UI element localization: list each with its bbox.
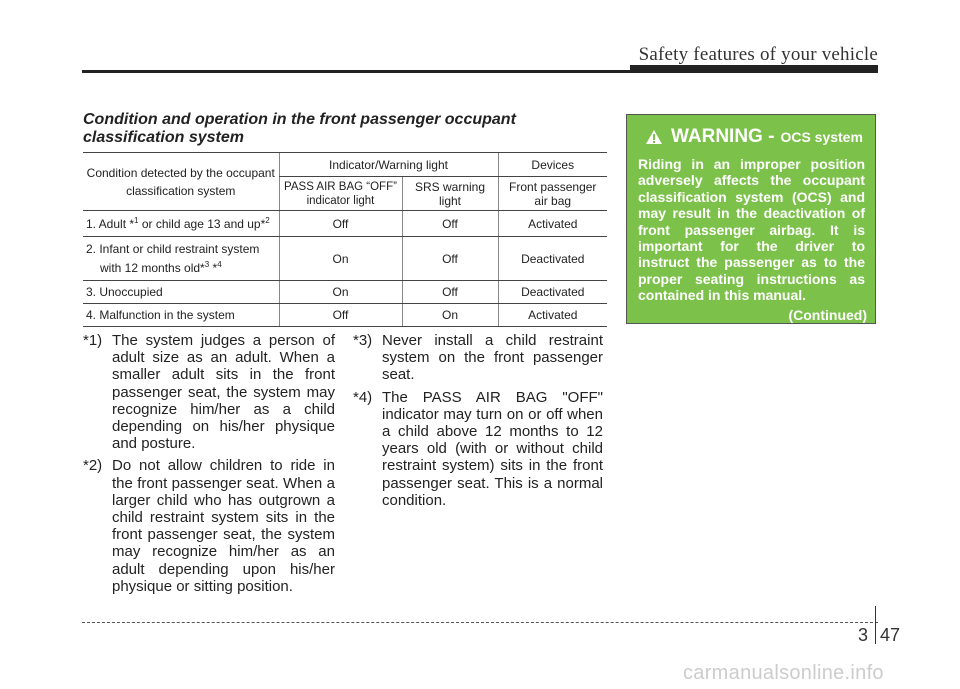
watermark: carmanualsonline.info [683,662,884,684]
note-2: *2) Do not allow children to ride in the front passenger seat. When a larger child who has outgrown a child restraint system sits in the front passenger seat, the system may recognize him/her as an adult depending upon his/her physique or sitting position. [83,457,335,595]
header-srs: SRS warning light [402,177,498,211]
header-rule-thick [630,65,878,73]
section-title: Condition and operation in the front passenger occupant classification system [83,111,516,146]
occupant-classification-table [83,152,607,327]
notes-column-left [83,332,335,600]
row-pass: On [279,281,402,304]
table-row [83,281,607,304]
table-row [83,237,607,281]
header-indicator: Indicator/Warning light [279,153,498,177]
row-airbag: Deactivated [498,281,607,304]
row-airbag: Deactivated [498,237,607,281]
row-pass: On [279,237,402,281]
row-pass: Off [279,304,402,327]
warning-triangle-icon [645,129,663,145]
footer-rule [82,622,878,623]
row-srs: On [402,304,498,327]
warning-header [645,126,875,148]
row-airbag: Activated [498,211,607,237]
row-condition: 1. Adult *$^1$ or child age 13 and up*$^2$ [83,211,279,237]
footer-divider [875,606,876,644]
table-row [83,211,607,237]
page-chapter: 3 [858,625,869,645]
note-4: *4) The PASS AIR BAG "OFF" indicator may turn on or off when a child above 12 months to 12 years old (with or without child restraint system) sits in the front passenger seat. This is a normal condition. [353,388,603,509]
header-title: Safety features of your vehicle [638,44,878,65]
row-condition: 2. Infant or child restraint system with 12 months old*$^3$ *$^4$ [83,237,279,281]
row-airbag: Activated [498,304,607,327]
page-number: 47 [880,625,901,645]
row-srs: Off [402,237,498,281]
header-condition: Condition detected by the occupant classification system [83,153,279,211]
row-srs: Off [402,211,498,237]
header-devices: Devices [498,153,607,177]
note-3: *3) Never install a child restraint system on the front passenger seat. [353,332,603,384]
warning-box [626,114,876,324]
warning-text: Riding in an improper position adversely affects the occupant classification system (OCS) and may result in the deactivation of front passenger airbag. It is important for the driver to instruct the passenger as to the proper seating instructions as contained in this manual. [638,156,865,304]
row-srs: Off [402,281,498,304]
row-condition: 4. Malfunction in the system [83,304,279,327]
row-pass: Off [279,211,402,237]
header-front-airbag: Front passenger air bag [498,177,607,211]
warning-topic: OCS system [780,129,863,145]
table-row [83,304,607,327]
row-condition: 3. Unoccupied [83,281,279,304]
warning-continued: (Continued) [788,306,867,323]
warning-label: WARNING - [671,126,775,147]
notes-column-right [353,332,603,514]
note-1: *1) The system judges a person of adult size as an adult. When a smaller adult sits in the front passenger seat, the system may recognize him/her as a child depending on his/her physique and posture. [83,332,335,453]
header-pass-airbag: PASS AIR BAG “OFF” indicator light [279,177,402,211]
